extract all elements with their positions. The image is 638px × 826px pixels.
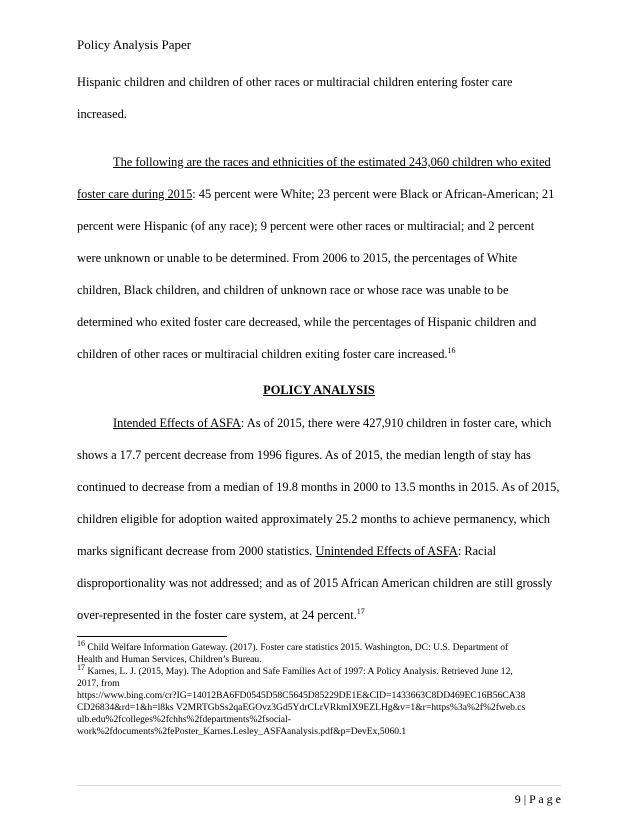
text-span: children of other races or multiracial children exiting foster care increased. [77,347,448,361]
heading-text: POLICY ANALYSIS [263,383,375,397]
para3-line-6: disproportionality was not addressed; and as of 2015 African American children are still grossly [77,576,553,590]
text-span: : 45 percent were White; 23 percent were Black or African-American; 21 [192,187,555,201]
footnote-17-url-line-1[interactable]: https://www.bing.com/cr?IG=14012BA6FD0545D58C5645D85229DE1E&CID=1433663C8DD469EC16B56CA38 [77,690,526,701]
para2-line-4: were unknown or unable to be determined. From 2006 to 2015, the percentages of White [77,251,518,265]
section-heading [0,383,638,398]
para1-line-2: increased. [77,107,127,121]
text-span: : As of 2015, there were 427,910 children in foster care, which [240,416,552,430]
para3-line-1 [113,416,551,431]
footnote-16-line-2: Health and Human Services, Children’s Bureau. [77,654,262,665]
para2-line-5: children, Black children, and children of unknown race or whose race was unable to be [77,283,509,297]
para2-line-6: determined who exited foster care decreased, while the percentages of Hispanic children and [77,315,537,329]
underlined-text: foster care during 2015 [77,187,193,201]
text-span: over-represented in the foster care system, at 24 percent. [77,608,357,622]
para2-line-7 [77,347,456,362]
footnote-17-url-line-4[interactable]: work%2fdocuments%2fePoster_Karnes.Lesley_ASFAanalysis.pdf&p=DevEx,5060.1 [77,726,407,737]
footnote-17-url-line-2[interactable]: CD26834&rd=1&h=l8ks V2MRTGbSs2qaEGOvz3Gd5YdrCLrVRkmIX9EZLHg&v=1&r=https%3a%2f%2fweb.cs [77,702,526,713]
para3-line-3: continued to decrease from a median of 19.8 months in 2000 to 13.5 months in 2015. As of 2015, [77,480,560,494]
footnote-num: 17 [77,662,85,672]
para2-line-3: percent were Hispanic (of any race); 9 percent were other races or multiracial; and 2 percent [77,219,535,233]
underlined-text: The following are the races and ethnicities of the estimated 243,060 children who exited [113,155,551,169]
footnote-num: 16 [77,638,85,648]
footer-separator [77,785,561,786]
footnote-ref-17: 17 [356,606,365,616]
footnote-16-line-1 [77,638,567,654]
footnote-17-line-2: 2017, from [77,678,120,689]
running-header: Policy Analysis Paper [77,37,192,52]
para1-line-1: Hispanic children and children of other races or multiracial children entering foster care [77,75,513,89]
para2-line-2 [77,187,554,202]
para3-line-7 [77,608,365,623]
footnote-17-line-1 [77,662,567,678]
text-span: Child Welfare Information Gateway. (2017). Foster care statistics 2015. Washington, DC: U.S. Department of [85,642,509,653]
text-span: : Racial [457,544,497,558]
footnote-separator [77,636,227,637]
page-number: 9 | P a g e [514,792,561,806]
para3-line-5 [77,544,496,559]
para3-line-4: children eligible for adoption waited approximately 25.2 months to achieve permanency, which [77,512,550,526]
footnote-17-url-line-3[interactable]: ulb.edu%2fcolleges%2fchhs%2fdepartments%2fsocial- [77,714,291,725]
text-span: marks significant decrease from 2000 statistics. [77,544,316,558]
underlined-text: Intended Effects of ASFA [113,416,241,430]
para3-line-2: shows a 17.7 percent decrease from 1996 figures. As of 2015, the median length of stay has [77,448,531,462]
text-span: Karnes, L. J. (2015, May). The Adoption and Safe Families Act of 1997: A Policy Analysis. Retrieved June 12, [85,666,513,677]
footnote-ref-16: 16 [447,345,456,355]
para2-line-1 [113,155,551,170]
footnote-block [77,638,567,738]
underlined-text: Unintended Effects of ASFA [315,544,458,558]
